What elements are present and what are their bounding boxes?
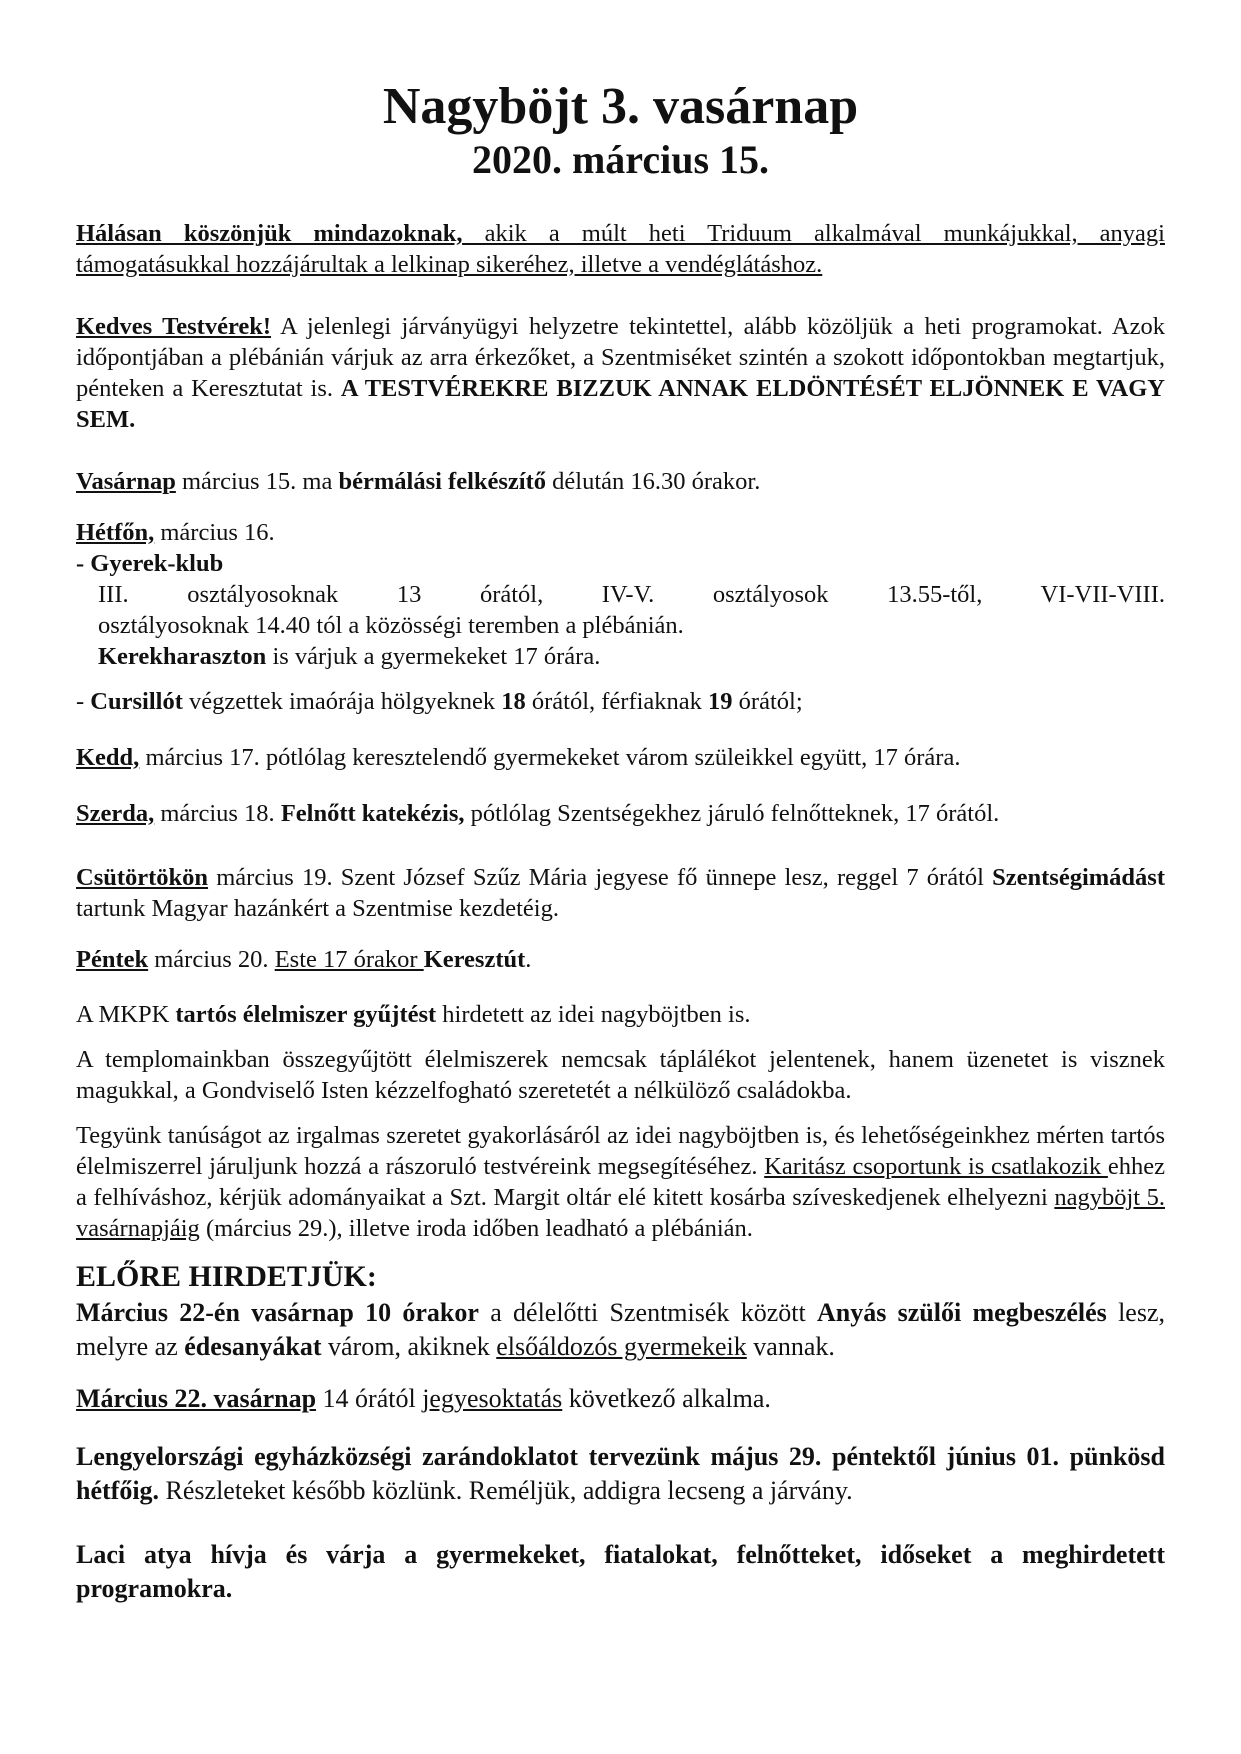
page-date: 2020. március 15. <box>471 137 770 182</box>
announce-2-bold: Március 22. vasárnap <box>76 1384 317 1413</box>
announce-1-bold-3: édesanyákat <box>184 1332 322 1361</box>
wednesday-day: Szerda, <box>76 800 155 827</box>
announce-3 <box>76 1440 1165 1508</box>
announce-1-underline: elsőáldozós gyermekeik <box>496 1332 747 1361</box>
announce-title: ELŐRE HIRDETJÜK: <box>76 1260 377 1293</box>
announce-1-bold-2: Anyás szülői megbeszélés <box>816 1298 1107 1327</box>
monday-club-title: - Gyerek-klub <box>76 550 224 577</box>
mkpk-bold: tartós élelmiszer gyűjtést <box>175 1001 437 1028</box>
sunday-bold: bérmálási felkészítő <box>338 468 547 495</box>
cursillo-text-2: órától, férfiaknak <box>525 688 709 715</box>
cursillo-text-1: végzettek imaórája hölgyeknek <box>182 688 502 715</box>
monday-club-line-2: osztályosoknak 14.40 tól a közösségi teremben a plébánián. <box>98 612 684 639</box>
thanks-paragraph <box>76 218 1165 280</box>
thursday-bold: Szentségimádást <box>992 864 1165 891</box>
charity-underline-2: nagyböjt 5. vasárnapjáig <box>76 1184 1165 1242</box>
kerekharaszton-bold: Kerekharaszton <box>98 643 267 670</box>
tuesday-text: március 17. pótlólag keresztelendő gyermekeket várom szüleikkel együtt, 17 órára. <box>139 744 961 771</box>
thursday-day: Csütörtökön <box>76 864 209 891</box>
announce-1 <box>76 1296 1165 1364</box>
wednesday-paragraph <box>76 798 1165 829</box>
food-paragraph: A templomainkban összegyűjtött élelmiszerek nemcsak táplálékot jelentenek, hanem üzenetet is visznek magukkal, a Gondviselő Isten kézzelfogható szeretetét a nélkülöző családokba. <box>76 1046 1165 1104</box>
cursillo-time-1: 18 <box>501 688 526 715</box>
announce-1-bold-1: Március 22-én vasárnap 10 órakor <box>76 1298 479 1327</box>
cursillo-time-2: 19 <box>708 688 733 715</box>
announce-2 <box>76 1382 1165 1416</box>
charity-paragraph <box>76 1120 1165 1244</box>
thanks-text: akik a múlt heti Triduum alkalmával munkájukkal, anyagi támogatásukkal hozzájárultak a lelkinap sikeréhez, illetve a vendéglátáshoz. <box>76 220 1165 278</box>
wednesday-bold: Felnőtt katekézis, <box>280 800 465 827</box>
announce-3-bold: Lengyelországi egyházközségi zarándoklatot tervezünk május 29. péntektől június 01. pünkösd hétfőig. <box>76 1442 1165 1505</box>
announce-1-text-1: a délelőtti Szentmisék között <box>478 1298 817 1327</box>
mkpk-paragraph <box>76 999 1165 1030</box>
cursillo-dash: - <box>76 688 91 715</box>
intro-bold: A TESTVÉREKRE BIZZUK ANNAK ELDÖNTÉSÉT ELJÖNNEK E VAGY SEM. <box>76 375 1165 433</box>
thanks-lead: Hálásan köszönjük mindazoknak, <box>76 220 463 247</box>
friday-paragraph <box>76 944 1165 975</box>
announce-1-text-2: lesz, melyre az <box>76 1298 1165 1361</box>
mkpk-text-2: hirdetett az idei nagyböjtben is. <box>436 1001 751 1028</box>
monday-club-line-1: III. osztályosoknak 13 órától, IV-V. osztályosok 13.55-től, VI-VII-VIII. <box>98 581 1165 608</box>
intro-lead: Kedves Testvérek! <box>76 313 272 340</box>
page-title: Nagyböjt 3. vasárnap <box>382 78 859 135</box>
cursillo-text-3: órától; <box>732 688 803 715</box>
monday-day: Hétfőn, <box>76 519 155 546</box>
sunday-text-1: március 15. ma <box>175 468 339 495</box>
cursillo-bold: Cursillót <box>90 688 183 715</box>
sunday-day: Vasárnap <box>76 468 176 495</box>
charity-text-3: (március 29.), illetve iroda időben leadható a plébánián. <box>199 1215 753 1242</box>
friday-day: Péntek <box>76 946 149 973</box>
announce-3-text: Részleteket később közlünk. Reméljük, addigra lecseng a járvány. <box>159 1476 853 1505</box>
monday-cursillo <box>76 686 1165 717</box>
charity-underline-1: Karitász csoportunk is csatlakozik <box>764 1153 1108 1180</box>
tuesday-paragraph <box>76 742 1165 773</box>
intro-paragraph <box>76 311 1165 435</box>
friday-text-1: március 20. <box>148 946 275 973</box>
intro-text: A jelenlegi járványügyi helyzetre tekintettel, alább közöljük a heti programokat. Azok időpontjában a plébánián várjuk az arra érkezőket, a Szentmiséket szintén a szokott időpontokban megtartjuk, pénteken a Keresztutat is. <box>76 313 1165 402</box>
monday-date: március 16. <box>154 519 275 546</box>
announce-2-underline: jegyesoktatás <box>422 1384 563 1413</box>
friday-text-2: . <box>525 946 532 973</box>
friday-time: Este 17 órakor <box>274 946 424 973</box>
closing-paragraph: Laci atya hívja és várja a gyermekeket, fiatalokat, felnőtteket, időseket a meghirdetett programokra. <box>76 1540 1165 1603</box>
mkpk-text-1: A MKPK <box>76 1001 176 1028</box>
kerekharaszton-text: is várjuk a gyermekeket 17 órára. <box>266 643 601 670</box>
wednesday-text-2: pótlólag Szentségekhez járuló felnőtteknek, 17 órától. <box>464 800 1000 827</box>
thursday-paragraph <box>76 862 1165 924</box>
announce-1-text-4: vannak. <box>746 1332 835 1361</box>
sunday-paragraph <box>76 466 1165 497</box>
friday-bold: Keresztút <box>423 946 526 973</box>
tuesday-day: Kedd, <box>76 744 140 771</box>
charity-text-1: Tegyünk tanúságot az irgalmas szeretet gyakorlásáról az idei nagyböjtben is, és lehetőségeinkhez mérten tartós élelmiszerrel járuljunk hozzá a rászoruló testvéreink megsegítéséhez. <box>76 1122 1165 1180</box>
announce-2-text-2: következő alkalma. <box>562 1384 771 1413</box>
thursday-text-2: tartunk Magyar hazánkért a Szentmise kezdetéig. <box>76 895 559 922</box>
charity-text-2: ehhez a felhíváshoz, kérjük adományaikat a Szt. Margit oltár elé kitett kosárba szíveskedjenek elhelyezni <box>76 1153 1165 1211</box>
announce-1-text-3: várom, akiknek <box>321 1332 497 1361</box>
monday-heading <box>76 517 1165 548</box>
sunday-text-2: délután 16.30 órakor. <box>546 468 761 495</box>
monday-kerekharaszton <box>76 641 1165 672</box>
thursday-text-1: március 19. Szent József Szűz Mária jegyese fő ünnepe lesz, reggel 7 órától <box>208 864 993 891</box>
bulletin-page <box>76 78 1165 1606</box>
announce-2-text-1: 14 órától <box>316 1384 423 1413</box>
wednesday-text-1: március 18. <box>154 800 281 827</box>
